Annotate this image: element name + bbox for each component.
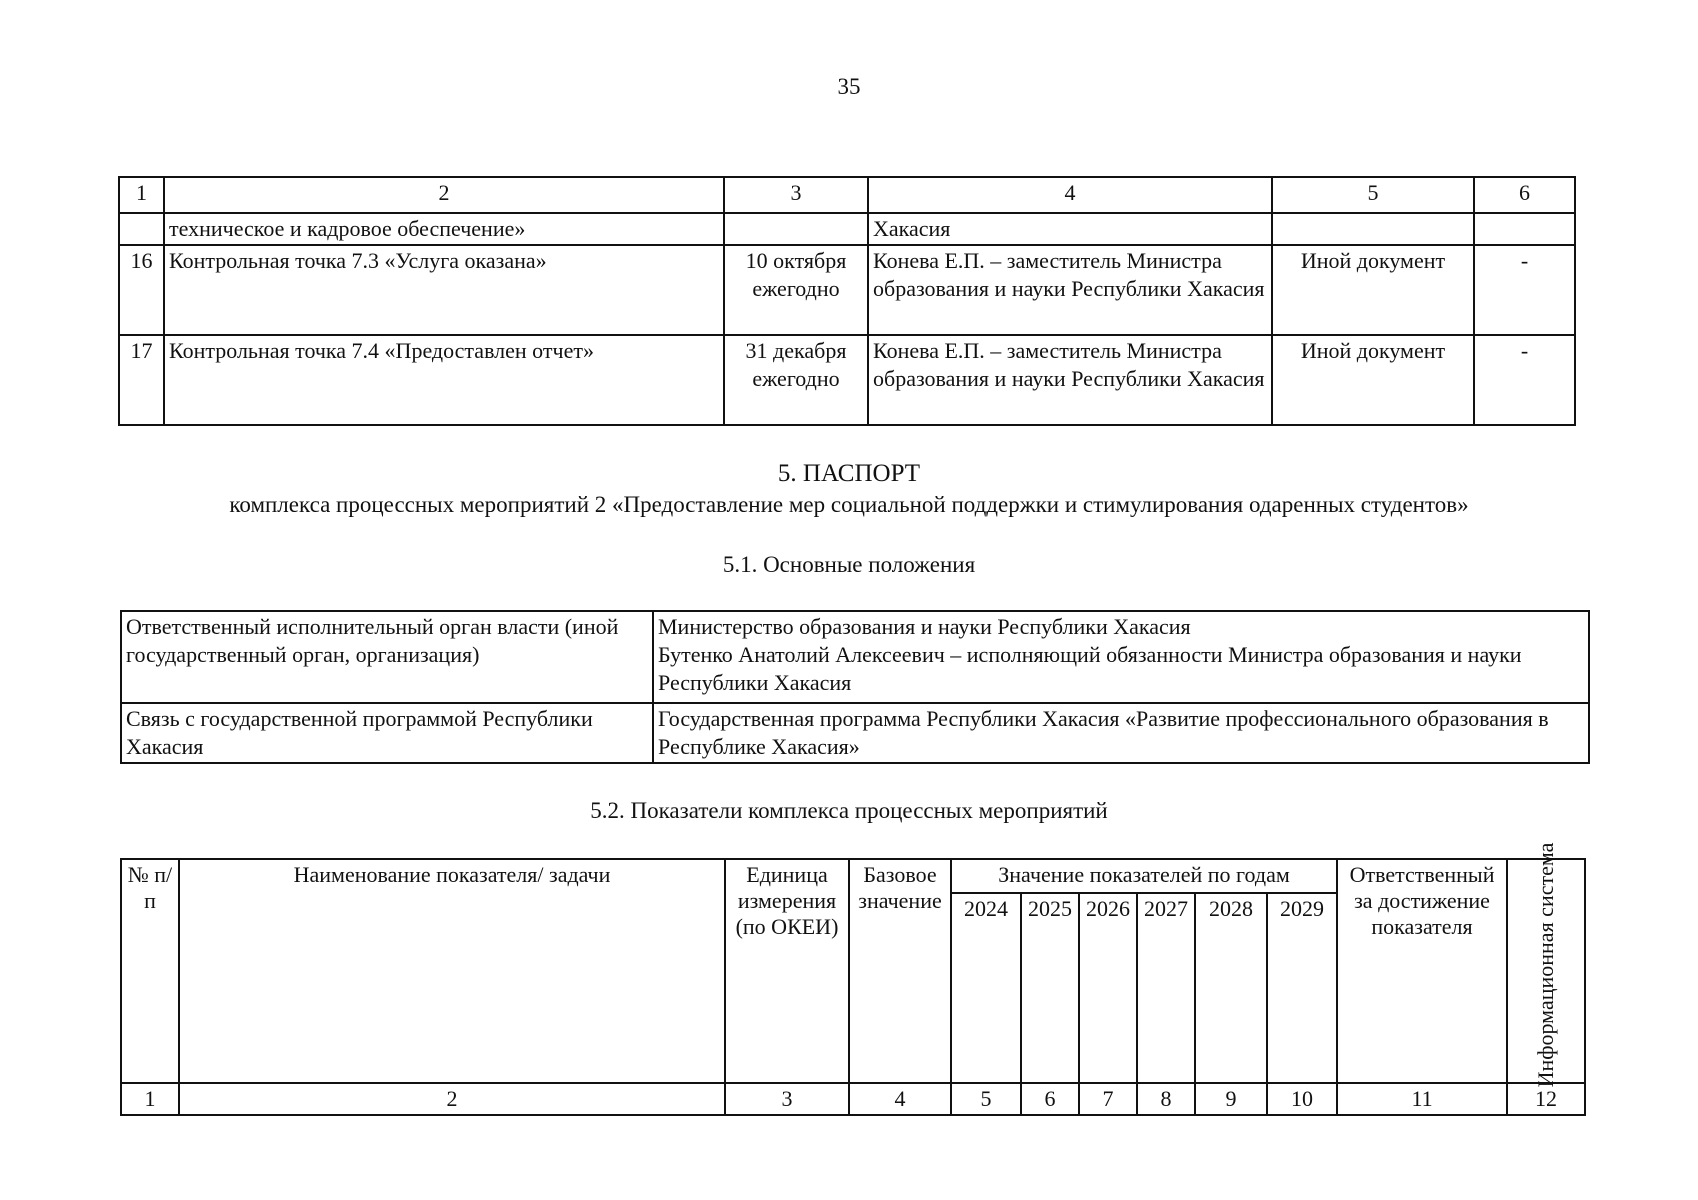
provision-value-line: Бутенко Анатолий Алексеевич – исполняющий обязанности Министра образования и науки Республики Хакасия [658,642,1522,695]
column-number: 11 [1337,1083,1507,1115]
col-header-unit: Единица измерения (по ОКЕИ) [725,859,849,1083]
table-row [121,611,1589,703]
table-row [121,703,1589,763]
column-number: 2 [179,1083,725,1115]
table-header-row [119,177,1575,213]
page-number: 35 [837,74,861,99]
row-number [119,213,164,245]
col-header-number: № п/п [121,859,179,1083]
row-name: Контрольная точка 7.3 «Услуга оказана» [164,245,724,335]
column-number: 10 [1267,1083,1337,1115]
row-responsible: Хакасия [868,213,1272,245]
col-header-3: 3 [724,177,868,213]
row-responsible: Конева Е.П. – заместитель Министра образования и науки Республики Хакасия [868,245,1272,335]
provision-value [653,703,1589,763]
year-header: 2024 [951,893,1021,1083]
row-name: техническое и кадровое обеспечение» [164,213,724,245]
year-header: 2027 [1137,893,1195,1083]
column-number: 3 [725,1083,849,1115]
provision-value-line: Министерство образования и науки Республики Хакасия [658,614,1191,639]
col-header-1: 1 [119,177,164,213]
section-title: 5. ПАСПОРТ [777,460,921,487]
row-info: - [1474,245,1575,335]
col-header-values: Значение показателей по годам [951,859,1337,893]
col-header-system-text: Информационная система [1533,842,1559,1088]
row-name: Контрольная точка 7.4 «Предоставлен отчет» [164,335,724,425]
column-number: 5 [951,1083,1021,1115]
section-subtitle: комплекса процессных мероприятий 2 «Предоставление мер социальной поддержки и стимулирования одаренных студентов» [229,492,1469,517]
row-responsible: Конева Е.П. – заместитель Министра образования и науки Республики Хакасия [868,335,1272,425]
row-document: Иной документ [1272,245,1474,335]
table-row [119,335,1575,425]
main-provisions-table [120,610,1590,764]
column-number: 4 [849,1083,951,1115]
row-info [1474,213,1575,245]
col-header-4: 4 [868,177,1272,213]
table-header-row [121,859,1585,893]
year-header: 2026 [1079,893,1137,1083]
table-row [119,245,1575,335]
year-header: 2025 [1021,893,1079,1083]
col-header-base: Базовое значение [849,859,951,1083]
row-date: 10 октября ежегодно [724,245,868,335]
provision-value-line: Государственная программа Республики Хакасия «Развитие профессионального образования в Республике Хакасия» [658,706,1549,759]
indicators-table [120,842,1586,1116]
col-header-system [1507,842,1585,1088]
table-row [119,213,1575,245]
column-number: 1 [121,1083,179,1115]
row-document: Иной документ [1272,335,1474,425]
year-header: 2029 [1267,893,1337,1083]
row-date [724,213,868,245]
provision-value [653,611,1589,703]
column-number: 8 [1137,1083,1195,1115]
table-row [121,1083,1585,1115]
provision-label: Связь с государственной программой Республики Хакасия [121,703,653,763]
row-document [1272,213,1474,245]
row-number: 16 [119,245,164,335]
column-number: 7 [1079,1083,1137,1115]
year-header: 2028 [1195,893,1267,1083]
col-header-responsible: Ответственный за достижение показателя [1337,859,1507,1083]
column-number: 6 [1021,1083,1079,1115]
row-info: - [1474,335,1575,425]
col-header-6: 6 [1474,177,1575,213]
column-number: 12 [1507,1083,1585,1115]
column-number: 9 [1195,1083,1267,1115]
control-points-table [118,176,1576,426]
subsection-title-5-1: 5.1. Основные положения [722,552,976,577]
provision-label: Ответственный исполнительный орган власти (иной государственный орган, организация) [121,611,653,703]
col-header-5: 5 [1272,177,1474,213]
row-date: 31 декабря ежегодно [724,335,868,425]
subsection-title-5-2: 5.2. Показатели комплекса процессных мероприятий [590,798,1108,823]
col-header-2: 2 [164,177,724,213]
col-header-name: Наименование показателя/ задачи [179,859,725,1083]
row-number: 17 [119,335,164,425]
